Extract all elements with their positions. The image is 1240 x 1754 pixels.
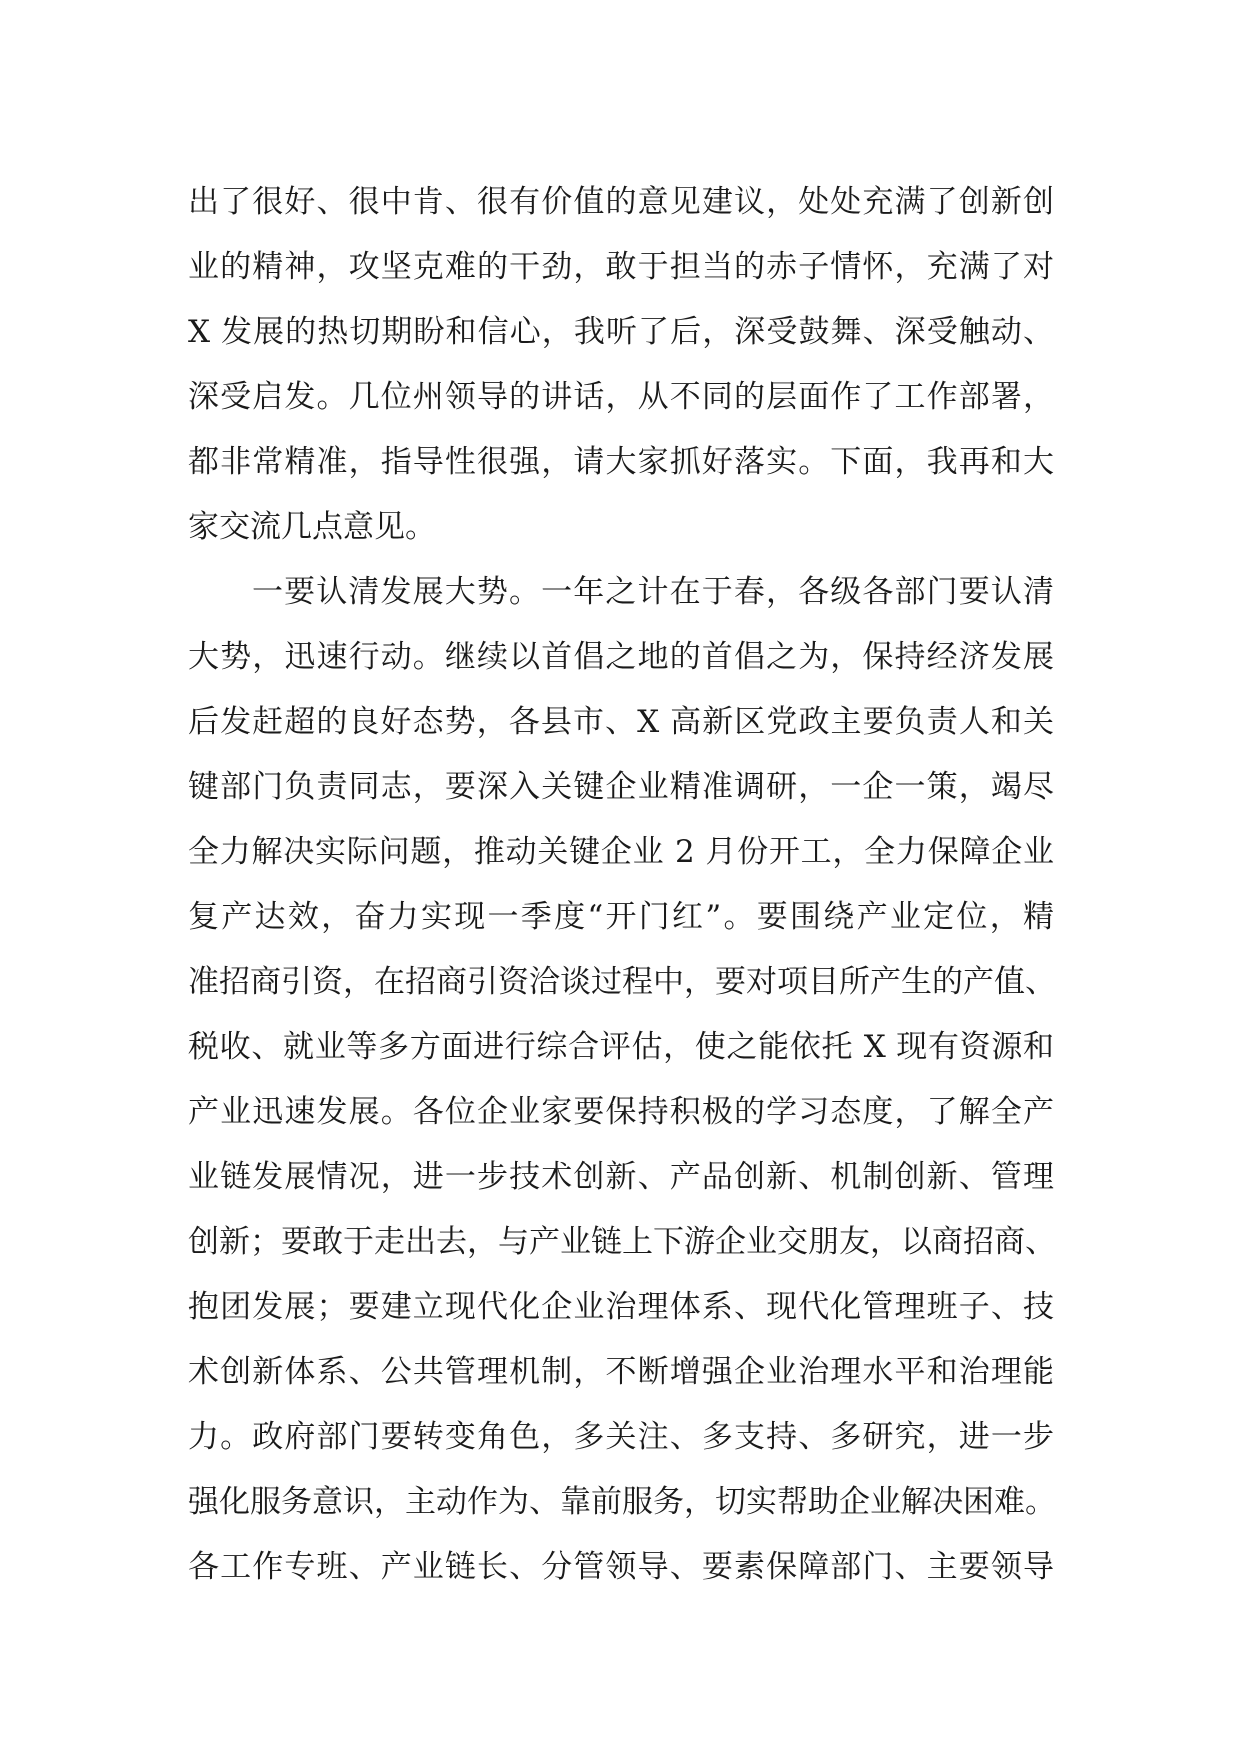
text-line: 复产达效，奋力实现一季度“开门红”。要围绕产业定位，精: [188, 899, 1054, 935]
text-line: 准招商引资，在招商引资洽谈过程中，要对项目所产生的产值、: [188, 964, 1056, 1000]
text-line: 家交流几点意见。: [188, 509, 436, 545]
text-line: 产业迅速发展。各位企业家要保持积极的学习态度，了解全产: [188, 1094, 1054, 1130]
text-line: 全力解决实际问题，推动关键企业 2 月份开工，全力保障企业: [188, 834, 1054, 870]
text-line: 深受启发。几位州领导的讲话，从不同的层面作了工作部署，: [188, 379, 1054, 415]
text-line: 都非常精准，指导性很强，请大家抓好落实。下面，我再和大: [188, 444, 1054, 480]
text-line: 后发赶超的良好态势，各县市、X 高新区党政主要负责人和关: [188, 704, 1054, 740]
text-line: 各工作专班、产业链长、分管领导、要素保障部门、主要领导: [188, 1549, 1054, 1585]
text-line: 力。政府部门要转变角色，多关注、多支持、多研究，进一步: [188, 1419, 1054, 1455]
text-line: 抱团发展；要建立现代化企业治理体系、现代化管理班子、技: [188, 1289, 1054, 1325]
text-line: 出了很好、很中肯、很有价值的意见建议，处处充满了创新创: [188, 184, 1054, 220]
text-line: 业的精神，攻坚克难的干劲，敢于担当的赤子情怀，充满了对: [188, 249, 1054, 285]
text-line: 强化服务意识，主动作为、靠前服务，切实帮助企业解决困难。: [188, 1484, 1056, 1520]
text-line: X 发展的热切期盼和信心，我听了后，深受鼓舞、深受触动、: [188, 314, 1054, 350]
text-line: 大势，迅速行动。继续以首倡之地的首倡之为，保持经济发展: [188, 639, 1054, 675]
text-line: 业链发展情况，进一步技术创新、产品创新、机制创新、管理: [188, 1159, 1054, 1195]
text-line: 术创新体系、公共管理机制，不断增强企业治理水平和治理能: [188, 1354, 1054, 1390]
document-body: [188, 170, 1054, 1600]
text-line: 键部门负责同志，要深入关键企业精准调研，一企一策，竭尽: [188, 769, 1054, 805]
text-line: 创新；要敢于走出去，与产业链上下游企业交朋友，以商招商、: [188, 1224, 1056, 1260]
paragraph-first-line: 一要认清发展大势。一年之计在于春，各级各部门要认清: [252, 574, 1054, 610]
text-line: 税收、就业等多方面进行综合评估，使之能依托 X 现有资源和: [188, 1029, 1054, 1065]
